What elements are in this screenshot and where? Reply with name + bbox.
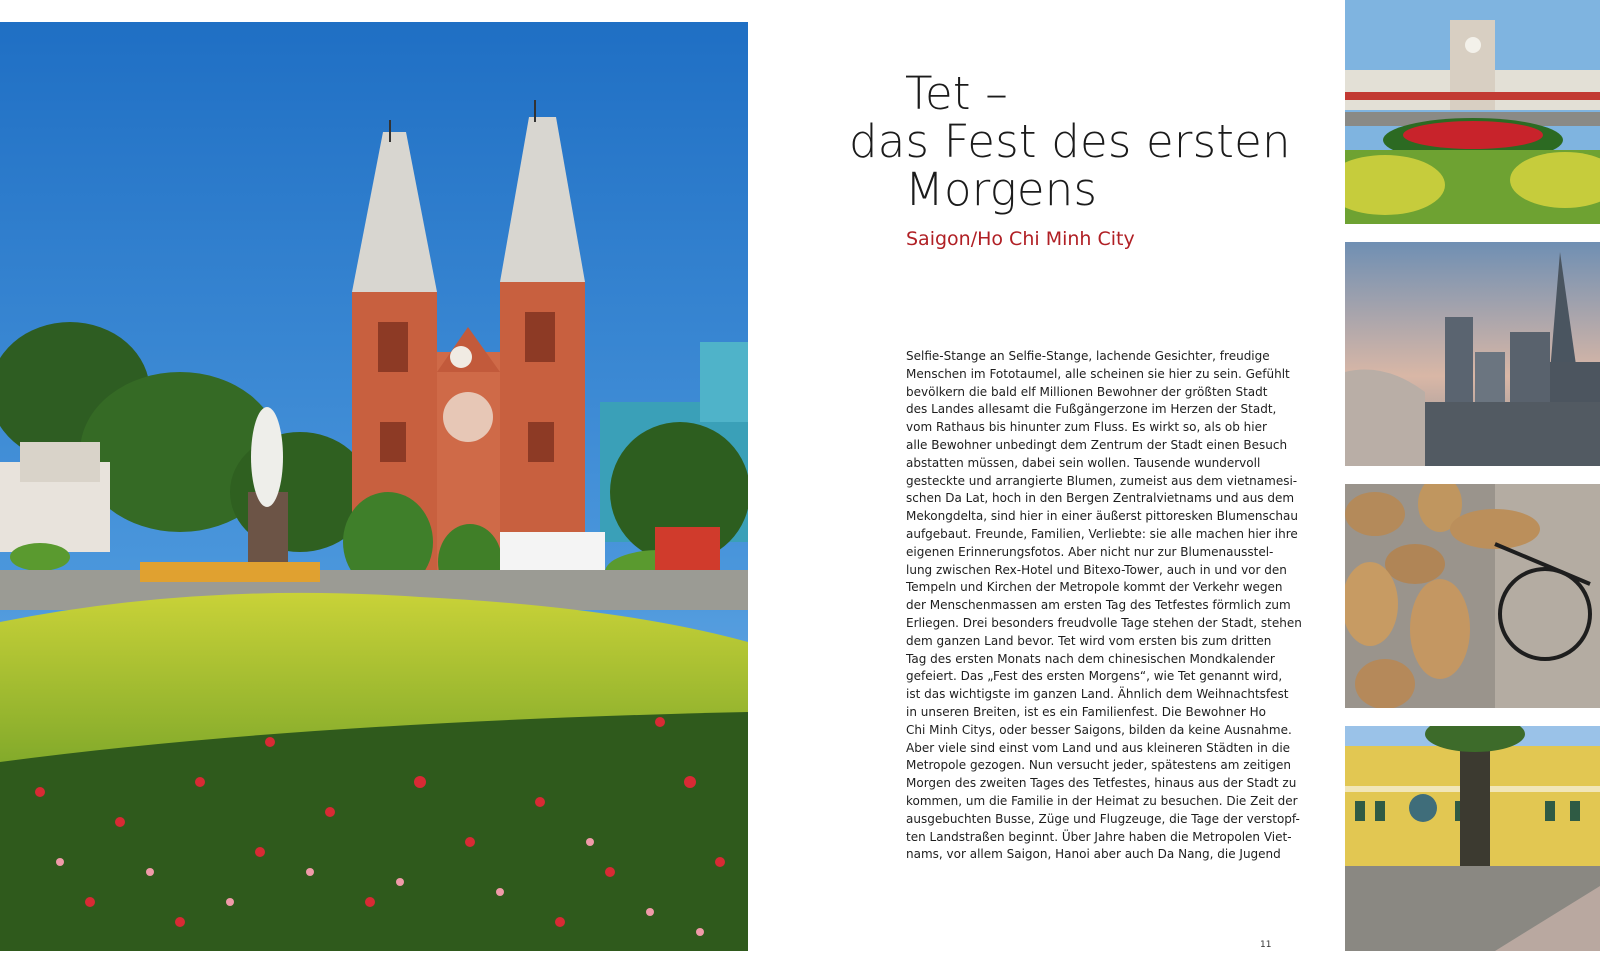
body-line: Erliegen. Drei besonders freudvolle Tage stehen der Stadt, stehen <box>906 615 1302 630</box>
body-line: kommen, um die Familie in der Heimat zu besuchen. Die Zeit der <box>906 793 1298 808</box>
body-line: Mekongdelta, sind hier in einer äußerst pittoresken Blumenschau <box>906 509 1298 524</box>
body-line: nams, vor allem Saigon, Hanoi aber auch Da Nang, die Jugend <box>906 847 1281 862</box>
skyline-photo <box>1345 242 1600 466</box>
market-photo-illustration <box>1345 0 1600 224</box>
body-line: dem ganzen Land bevor. Tet wird vom ersten bis zum dritten <box>906 633 1272 648</box>
body-line: Menschen im Fototaumel, alle scheinen sie hier zu sein. Gefühlt <box>906 366 1290 381</box>
cathedral-photo <box>0 22 748 951</box>
article-body <box>906 348 1306 864</box>
body-line: ausgebuchten Busse, Züge und Flugzeuge, die Tage der verstopf- <box>906 811 1300 826</box>
cathedral-photo-illustration <box>0 22 748 951</box>
body-line: bevölkern die bald elf Millionen Bewohner der größten Stadt <box>906 384 1268 399</box>
body-line: Metropole gezogen. Nun versucht jeder, spätestens am zeitigen <box>906 758 1291 773</box>
title-line-1: Tet – <box>905 67 1008 120</box>
skyline-photo-illustration <box>1345 242 1600 466</box>
body-line: schen Da Lat, hoch in den Bergen Zentralvietnams und aus dem <box>906 491 1295 506</box>
body-line: gesteckte und arrangierte Blumen, zumeist aus dem vietnamesi- <box>906 473 1298 488</box>
body-line: abstatten müssen, dabei sein wollen. Tausende wundervoll <box>906 455 1261 470</box>
title-line-2: das Fest des ersten <box>849 115 1291 168</box>
title-line-3: Morgens <box>905 163 1098 216</box>
body-line: ist das wichtigste im ganzen Land. Ähnlich dem Weihnachtsfest <box>906 687 1289 702</box>
body-line: lung zwischen Rex-Hotel und Bitexo-Tower, auch in und vor den <box>906 562 1287 577</box>
page-title <box>849 67 1319 216</box>
body-line: Morgen des zweiten Tages des Tetfestes, hinaus aus der Stadt zu <box>906 776 1297 791</box>
body-line: in unseren Breiten, ist es ein Familienfest. Die Bewohner Ho <box>906 704 1266 719</box>
market-photo <box>1345 0 1600 224</box>
page-number: 11 <box>1260 940 1272 950</box>
location-subtitle: Saigon/Ho Chi Minh City <box>906 228 1135 250</box>
body-line: Tag des ersten Monats nach dem chinesischen Mondkalender <box>906 651 1275 666</box>
body-line: eigenen Erinnerungsfotos. Aber nicht nur zur Blumenausstel- <box>906 544 1274 559</box>
body-line: gefeiert. Das „Fest des ersten Morgens“, wie Tet genannt wird, <box>906 669 1283 684</box>
body-line: Chi Minh Citys, oder besser Saigons, bilden da keine Ausnahme. <box>906 722 1292 737</box>
body-line: Aber viele sind einst vom Land und aus kleineren Städten in die <box>906 740 1291 755</box>
baskets-photo-illustration <box>1345 484 1600 708</box>
body-line: der Menschenmassen am ersten Tag des Tetfestes förmlich zum <box>906 598 1291 613</box>
body-line: Selfie-Stange an Selfie-Stange, lachende Gesichter, freudige <box>906 349 1270 363</box>
post-office-photo-illustration <box>1345 726 1600 951</box>
baskets-photo <box>1345 484 1600 708</box>
body-line: Tempeln und Kirchen der Metropole kommt der Verkehr wegen <box>906 580 1283 595</box>
body-line: alle Bewohner unbedingt dem Zentrum der Stadt einen Besuch <box>906 437 1288 452</box>
body-line: vom Rathaus bis hinunter zum Fluss. Es wirkt so, als ob hier <box>906 420 1267 435</box>
post-office-photo <box>1345 726 1600 951</box>
body-line: aufgebaut. Freunde, Familien, Verliebte: sie alle machen hier ihre <box>906 526 1298 541</box>
body-line: des Landes allesamt die Fußgängerzone im Herzen der Stadt, <box>906 402 1277 417</box>
body-line: ten Landstraßen beginnt. Über Jahre haben die Metropolen Viet- <box>906 829 1292 844</box>
